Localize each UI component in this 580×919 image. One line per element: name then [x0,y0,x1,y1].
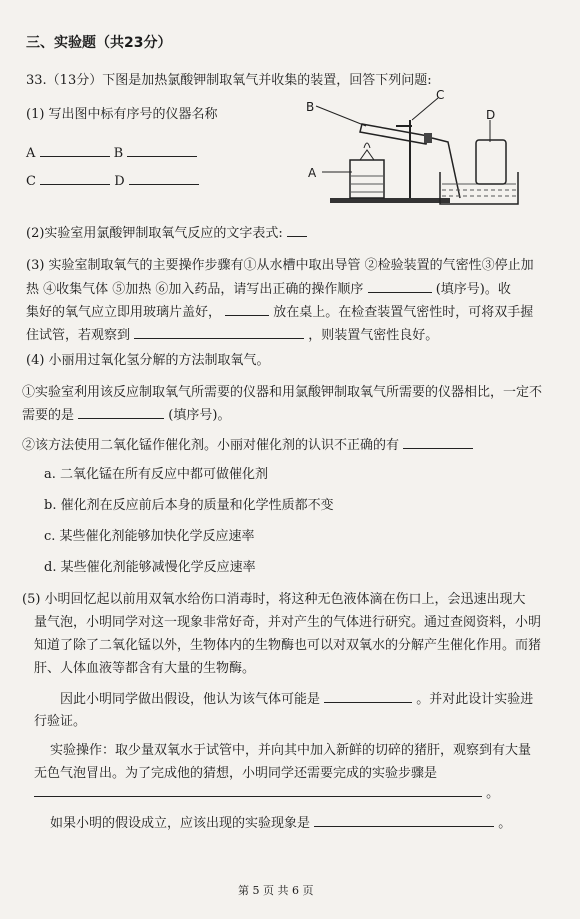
diagram-label-a: A [308,166,317,180]
blank-placement[interactable] [225,303,269,316]
blank-b[interactable] [127,144,197,157]
part3-line4: 住试管，若观察到 ，则装置气密性良好。 [26,328,439,343]
blank-phenomenon[interactable] [314,814,494,827]
part3-line2: 热 ④收集气体 ⑤加热 ⑥加入药品，请写出正确的操作顺序 (填序号)。收 [26,282,511,297]
blank-gas[interactable] [324,690,412,703]
option-b: b. 催化剂在反应前后本身的质量和化学性质都不变 [44,498,334,513]
leader-c [412,98,438,120]
part3-line1: (3) 实验室制取氧气的主要操作步骤有①从水槽中取出导管 ②检验装置的气密性③停止加 [26,258,534,273]
part1-row1: A B [26,144,197,163]
question-33-intro: 33.（13分）下图是加热氯酸钾制取氧气并收集的装置，回答下列问题: [26,73,432,88]
diagram-label-b: B [306,100,315,114]
diagram-label-c: C [436,88,445,102]
section-title: 三、实验题（共23分） [26,35,172,51]
test-tube [360,124,428,144]
part4-s1-line2: 需要的是 (填序号)。 [22,408,231,423]
part5-line3: 知道了除了二氧化锰以外，生物体内的生物酶也可以对双氧水的分解产生催化作用。而猪 [34,638,542,653]
part4-heading: (4) 小丽用过氧化氢分解的方法制取氧气。 [26,353,270,368]
blank-order[interactable] [368,280,432,293]
part5-line4: 肝、人体血液等都含有大量的生物酶。 [34,661,256,676]
part3-line3: 集好的氧气应立即用玻璃片盖好， 放在桌上。在检查装置气密性时，可将双手握 [26,305,534,320]
option-a: a. 二氧化锰在所有反应中都可做催化剂 [44,467,269,482]
part5-final: 如果小明的假设成立，应该出现的实验现象是 。 [50,816,512,831]
part5-line1: (5) 小明回忆起以前用双氧水给伤口消毒时，将这种无色液体滴在伤口上，会迅速出现大 [22,592,526,607]
part1-prompt: (1) 写出图中标有序号的仪器名称 [26,107,218,122]
part5-operation-line2: 无色气泡冒出。为了完成他的猜想，小明同学还需要完成的实验步骤是 [34,766,438,781]
delivery-tube [432,138,460,198]
diagram-label-d: D [486,108,496,122]
blank-c[interactable] [40,172,110,185]
blank-a[interactable] [40,144,110,157]
page-footer: 第 5 页 共 6 页 [238,884,314,897]
part5-hypothesis-end: 行验证。 [34,714,87,729]
option-d: d. 某些催化剂能够减慢化学反应速率 [44,560,256,575]
blank-not-needed[interactable] [78,406,164,419]
blank-observation[interactable] [134,326,304,339]
part2: (2)实验室用氯酸钾制取氧气反应的文字表式: [26,224,307,243]
part5-operation-line1: 实验操作：取少量双氧水于试管中，并向其中加入新鲜的切碎的猪肝，观察到有大量 [50,743,532,758]
blank-equation[interactable] [287,224,307,237]
blank-steps[interactable] [34,784,482,797]
stand-base [330,198,450,203]
apparatus-diagram [300,80,530,210]
part4-s2: ②该方法使用二氧化锰作催化剂。小丽对催化剂的认识不正确的有 [22,436,473,455]
blank-catalyst[interactable] [403,436,473,449]
option-c: c. 某些催化剂能够加快化学反应速率 [44,529,255,544]
part1-row2: C D [26,172,199,191]
blank-d[interactable] [129,172,199,185]
part5-steps-line: 。 [34,784,499,803]
part5-line2: 量气泡，小明同学对这一现象非常好奇，并对产生的气体进行研究。通过查阅资料，小明 [34,615,542,630]
collecting-bottle [476,140,506,184]
part5-hypothesis: 因此小明同学做出假设，他认为该气体可能是 。并对此设计实验进 [60,692,534,707]
part4-s1-line1: ①实验室利用该反应制取氧气所需要的仪器和用氯酸钾制取氧气所需要的仪器相比，一定不 [22,385,543,400]
leader-b [316,106,366,126]
